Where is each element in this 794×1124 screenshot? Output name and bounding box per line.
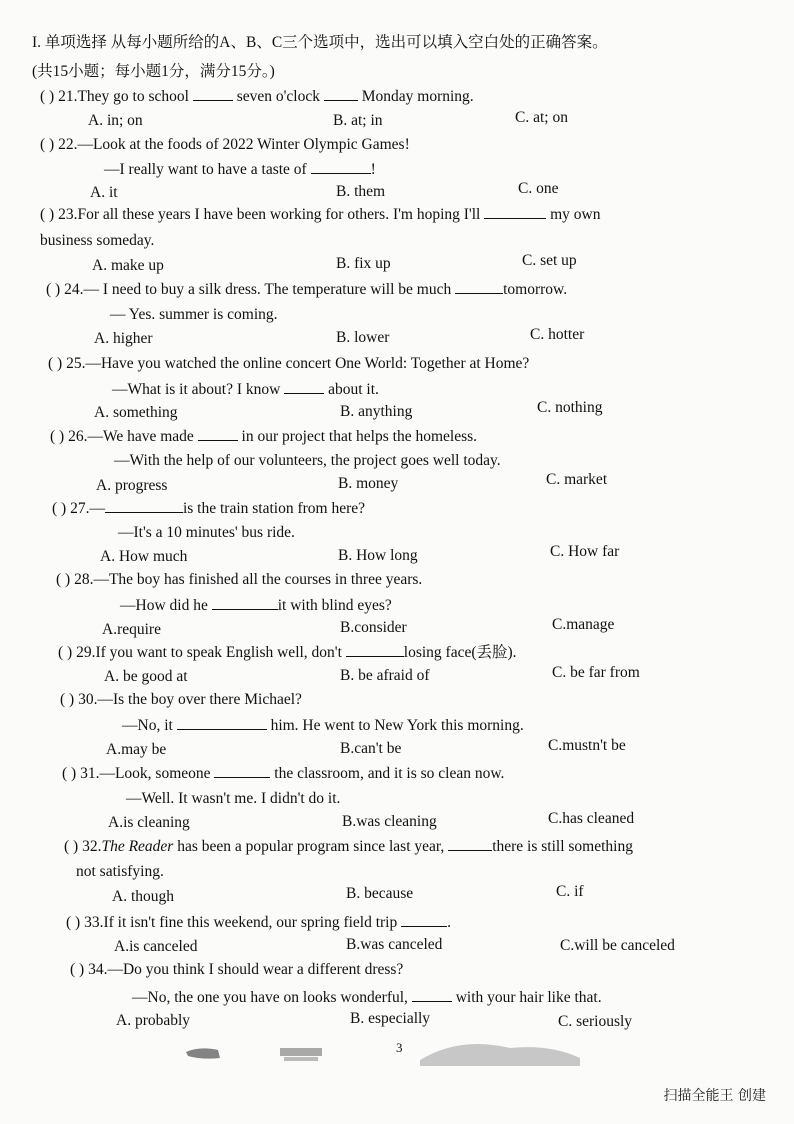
answer-bracket: ( ) xyxy=(62,765,77,782)
option-c: C. market xyxy=(546,471,608,488)
answer-bracket: ( ) xyxy=(40,88,55,105)
question-24: ( ) 24.— I need to buy a silk dress. The temperature will be much tomorrow. xyxy=(46,281,568,298)
answer-blank xyxy=(284,379,324,394)
option-c: C. one xyxy=(518,180,559,197)
question-number: 22. xyxy=(58,136,78,153)
scan-smudge xyxy=(180,1040,600,1070)
answer-blank xyxy=(198,426,238,441)
option-b: B. be afraid of xyxy=(340,667,430,684)
option-b: B.was canceled xyxy=(346,936,443,953)
question-34: ( ) 34.—Do you think I should wear a different dress? xyxy=(70,961,404,978)
section-scoring: (共15小题；每小题1分，满分15分。) xyxy=(32,63,275,80)
question-number: 30. xyxy=(78,691,98,708)
section-heading: I. 单项选择 从每小题所给的A、B、C三个选项中，选出可以填入空白处的正确答案。 xyxy=(32,34,608,51)
question-21: ( ) 21.They go to school seven o'clock Monday morning. xyxy=(40,88,474,105)
option-c: C. seriously xyxy=(558,1013,633,1030)
option-c: C. nothing xyxy=(537,399,603,416)
question-32-continued: not satisfying. xyxy=(76,863,164,880)
answer-blank xyxy=(324,86,358,101)
option-a: A. How much xyxy=(100,548,188,565)
option-c: C. be far from xyxy=(552,664,640,681)
question-number: 24. xyxy=(64,281,84,298)
option-a: A.is cleaning xyxy=(108,814,190,831)
answer-bracket: ( ) xyxy=(60,691,75,708)
answer-blank xyxy=(448,836,492,851)
answer-bracket: ( ) xyxy=(48,355,63,372)
answer-bracket: ( ) xyxy=(64,838,79,855)
option-c: C. if xyxy=(556,883,584,900)
question-30: ( ) 30.—Is the boy over there Michael? xyxy=(60,691,302,708)
question-number: 27. xyxy=(70,500,90,517)
option-a: A. probably xyxy=(116,1012,191,1029)
option-a: A. something xyxy=(94,404,178,421)
answer-bracket: ( ) xyxy=(52,500,67,517)
option-b: B. them xyxy=(336,183,386,200)
question-34-response: —No, the one you have on looks wonderful, with your hair like that. xyxy=(132,989,602,1006)
question-32: ( ) 32.The Reader has been a popular program since last year, there is still something xyxy=(64,838,633,855)
question-number: 26. xyxy=(68,428,88,445)
question-29: ( ) 29.If you want to speak English well, don't losing face(丢脸). xyxy=(58,644,517,661)
option-c: C. How far xyxy=(550,543,620,560)
question-number: 21. xyxy=(58,88,78,105)
question-31-response: —Well. It wasn't me. I didn't do it. xyxy=(126,790,341,807)
answer-bracket: ( ) xyxy=(66,914,81,931)
answer-blank xyxy=(455,279,503,294)
option-b: B. especially xyxy=(350,1010,431,1027)
question-27: ( ) 27.— is the train station from here? xyxy=(52,500,366,517)
answer-blank xyxy=(311,159,371,174)
answer-blank xyxy=(177,715,267,730)
option-a: A. be good at xyxy=(104,668,188,685)
option-c: C. hotter xyxy=(530,326,585,343)
program-title: The Reader xyxy=(101,838,174,855)
option-b: B.was cleaning xyxy=(342,813,437,830)
question-number: 28. xyxy=(74,571,94,588)
question-25-response: —What is it about? I know about it. xyxy=(112,381,379,398)
option-c: C.mustn't be xyxy=(548,737,626,754)
question-number: 31. xyxy=(80,765,100,782)
option-b: B. anything xyxy=(340,403,413,420)
question-23-continued: business someday. xyxy=(40,232,155,249)
option-b: B. because xyxy=(346,885,414,902)
question-28: ( ) 28.—The boy has finished all the courses in three years. xyxy=(56,571,423,588)
option-b: B. money xyxy=(338,475,399,492)
question-28-response: —How did he it with blind eyes? xyxy=(120,597,392,614)
option-a: A.is canceled xyxy=(114,938,198,955)
option-c: C.manage xyxy=(552,616,615,633)
answer-blank xyxy=(346,642,404,657)
answer-bracket: ( ) xyxy=(40,206,55,223)
question-30-response: —No, it him. He went to New York this morning. xyxy=(122,717,524,734)
option-b: B.consider xyxy=(340,619,407,636)
page-number: 3 xyxy=(396,1040,403,1055)
option-b: B. How long xyxy=(338,547,418,564)
option-a: A. in; on xyxy=(88,112,143,129)
question-25: ( ) 25.—Have you watched the online concert One World: Together at Home? xyxy=(48,355,530,372)
option-b: B. lower xyxy=(336,329,390,346)
question-number: 32. xyxy=(82,838,102,855)
option-a: A. it xyxy=(90,184,118,201)
option-a: A. progress xyxy=(96,477,168,494)
question-24-response: — Yes. summer is coming. xyxy=(110,306,278,323)
scanner-watermark: 扫描全能王 创建 xyxy=(663,1088,766,1104)
question-number: 34. xyxy=(88,961,108,978)
answer-blank xyxy=(412,987,452,1002)
option-c: C.has cleaned xyxy=(548,810,635,827)
question-number: 23. xyxy=(58,206,78,223)
option-c: C.will be canceled xyxy=(560,937,675,954)
answer-blank xyxy=(105,498,183,513)
answer-blank xyxy=(193,86,233,101)
question-number: 25. xyxy=(66,355,86,372)
question-26: ( ) 26.—We have made in our project that helps the homeless. xyxy=(50,428,478,445)
answer-bracket: ( ) xyxy=(40,136,55,153)
answer-blank xyxy=(214,763,270,778)
answer-bracket: ( ) xyxy=(50,428,65,445)
option-a: A. make up xyxy=(92,257,164,274)
option-a: A. higher xyxy=(94,330,153,347)
answer-bracket: ( ) xyxy=(56,571,71,588)
answer-blank xyxy=(212,595,278,610)
option-c: C. at; on xyxy=(515,109,568,126)
answer-bracket: ( ) xyxy=(70,961,85,978)
option-b: B.can't be xyxy=(340,740,402,757)
question-23: ( ) 23.For all these years I have been working for others. I'm hoping I'll my own xyxy=(40,206,601,223)
question-number: 33. xyxy=(84,914,104,931)
option-a: A. though xyxy=(112,888,174,905)
question-27-response: —It's a 10 minutes' bus ride. xyxy=(118,524,295,541)
question-number: 29. xyxy=(76,644,96,661)
question-31: ( ) 31.—Look, someone the classroom, and it is so clean now. xyxy=(62,765,505,782)
question-26-response: —With the help of our volunteers, the project goes well today. xyxy=(114,452,501,469)
question-22-response: —I really want to have a taste of ! xyxy=(104,161,376,178)
option-a: A.require xyxy=(102,621,161,638)
option-b: B. at; in xyxy=(333,112,383,129)
answer-blank xyxy=(484,204,546,219)
answer-bracket: ( ) xyxy=(58,644,73,661)
option-b: B. fix up xyxy=(336,255,391,272)
option-a: A.may be xyxy=(106,741,167,758)
question-22: ( ) 22.—Look at the foods of 2022 Winter Olympic Games! xyxy=(40,136,410,153)
answer-blank xyxy=(401,912,447,927)
option-c: C. set up xyxy=(522,252,577,269)
answer-bracket: ( ) xyxy=(46,281,61,298)
question-33: ( ) 33.If it isn't fine this weekend, our spring field trip . xyxy=(66,914,451,931)
